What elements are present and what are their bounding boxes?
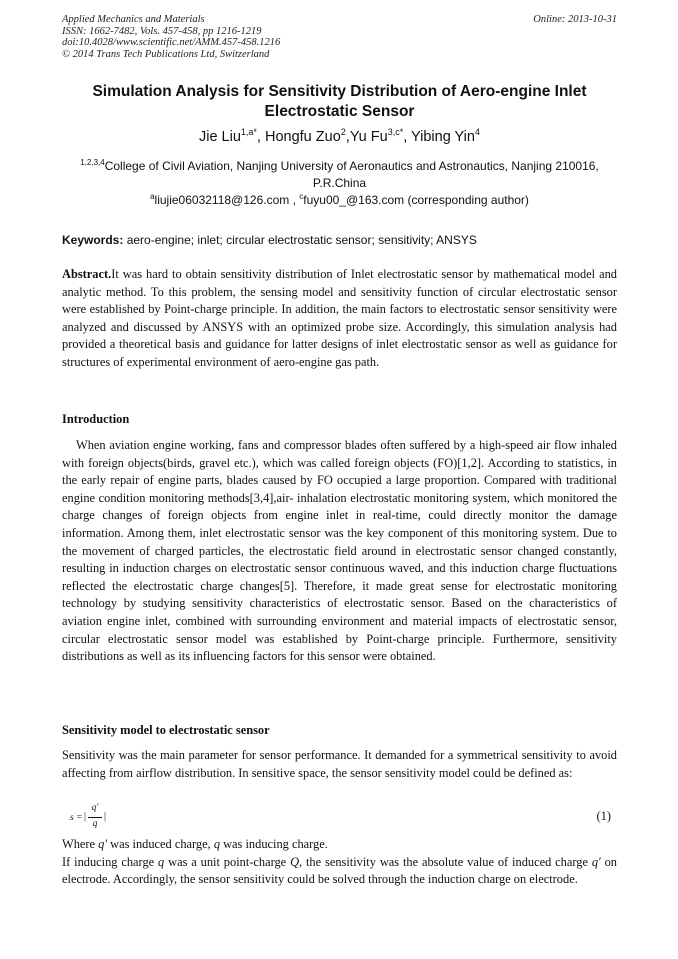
para-text: , the sensitivity was the absolute value of induced charge — [299, 854, 592, 869]
journal-doi[interactable]: doi:10.4028/www.scientific.net/AMM.457-458.1216 — [62, 37, 281, 48]
author-affil-sup: 3,c* — [387, 127, 404, 138]
where-text: Where — [62, 837, 99, 851]
where-line — [62, 836, 617, 854]
var-q: q — [213, 837, 221, 851]
author-list — [62, 128, 617, 146]
email-a[interactable]: liujie06032118@126.com — [154, 193, 290, 207]
keywords-label: Keywords: — [62, 233, 124, 247]
para-text: If inducing charge — [62, 854, 159, 869]
journal-name: Applied Mechanics and Materials — [62, 14, 205, 25]
journal-issn: ISSN: 1662-7482, Vols. 457-458, pp 1216-1219 — [62, 25, 262, 37]
para-text: on electrode. Accordingly, the sensor sensitivity could be solved through the induction charge on electrode. — [62, 854, 618, 887]
affiliation-block — [62, 158, 617, 209]
equation-denominator: q — [92, 819, 98, 829]
sensitivity-body — [62, 747, 617, 782]
equation-1 — [62, 803, 617, 837]
title-line-2: Electrostatic Sensor — [264, 103, 415, 120]
equation-number: (1) — [596, 809, 611, 823]
keywords-text: aero-engine; inlet; circular electrostatic sensor; sensitivity; ANSYS — [123, 233, 477, 247]
introduction-body — [62, 437, 617, 666]
equation-fraction — [88, 803, 102, 831]
author-affil-sup: 1,a* — [240, 127, 257, 138]
affiliation-sup: 1,2,3,4 — [80, 158, 105, 167]
author-affil-sup: 4 — [474, 127, 480, 138]
section-heading-sensitivity: Sensitivity model to electrostatic sensor — [62, 723, 270, 737]
equation-lhs: s = — [70, 813, 83, 823]
author-sep: , — [345, 129, 350, 145]
sensitivity-paragraph: Sensitivity was the main parameter for sensor performance. It demanded for a symmetrical sensitivity to avoid affecting from airflow distribution. In sensitive space, the sensor sensitivity model could be defined as: — [62, 748, 617, 780]
author-name: Yu Fu — [349, 129, 388, 145]
keywords — [62, 232, 617, 248]
email-c-sup: c — [299, 192, 304, 201]
journal-header — [62, 14, 617, 60]
abstract-label: Abstract. — [62, 267, 112, 281]
var-Q: Q — [290, 854, 300, 869]
section-heading-introduction: Introduction — [62, 412, 130, 426]
email-c[interactable]: fuyu00_@163.com (corresponding author) — [303, 193, 529, 207]
abstract — [62, 266, 617, 372]
introduction-paragraph: When aviation engine working, fans and compressor blades often suffered by a high-speed air flow inhaled with foreign objects(birds, gravel etc.), which was called foreign objects (FO)[1,2]. According to statistics, in the early repair of engine parts, blades caused by FO occupied a large proportion. Compared with traditional engine condition monitoring methods[3,4],air- inhalation electrostatic monitoring system, which monitored the charge changes of foreign objects from engine inlet in real-time, could directly monitor the damage information. Among them, inlet electrostatic sensor was the key component of this monitoring system. Due to the movement of charged particles, the electrostatic field around in electrostatic sensor changed constantly, resulting in induction charges on electrostatic sensor continuous waved, and this induction charge fluctuations reflected the electrostatic charge changes[5]. Therefore, it made great sense for electrostatic monitoring technology by studying sensitivity characteristics of electrostatic sensor. Based on the characteristics of aviation engine inlet, combined with surrounding environment and material impacts of electrostatic sensor, circular electrostatic sensor model was established by Point-charge principle. Furthermore, sensitivity distributions as well as its influencing factors for this sensor were obtained. — [62, 438, 617, 664]
email-a-sup: a — [150, 192, 155, 201]
online-date: Online: 2013-10-31 — [533, 14, 617, 25]
affiliation-line-1: College of Civil Aviation, Nanjing University of Aeronautics and Astronautics, Nanjing 210016, — [104, 159, 599, 173]
journal-copyright: © 2014 Trans Tech Publications Ltd, Switzerland — [62, 48, 270, 60]
fraction-bar — [88, 817, 102, 818]
unit-charge-paragraph — [62, 854, 617, 889]
author-name: Hongfu Zuo — [264, 129, 341, 145]
equation-numerator: q′ — [91, 803, 99, 813]
affiliation-line-2: P.R.China — [312, 176, 367, 190]
where-text: was inducing charge. — [220, 837, 328, 851]
author-name: Yibing Yin — [411, 129, 475, 145]
equation-abs-right: | — [104, 811, 107, 822]
title-line-1: Simulation Analysis for Sensitivity Distribution of Aero-engine Inlet — [92, 83, 587, 100]
var-q-prime: q′ — [98, 837, 108, 851]
author-affil-sup: 2 — [340, 127, 346, 138]
abstract-text: It was hard to obtain sensitivity distribution of Inlet electrostatic sensor by mathematical model and analytic method. To this problem, the sensing model and sensitivity function of circular electrostatic sensor were established by Point-charge principle. In addition, the main factors to electrostatic sensor sensitivity were analyzed and discussed by ANSYS with an optimized probe size. Accordingly, this simulation analysis had provided a theoretical basis and guidance for latter designs of inlet electrostatic sensor as well as guidance for structures of experimental environment of aero-engine gas path. — [62, 267, 617, 369]
post-equation-text — [62, 836, 617, 889]
var-q-prime: q′ — [591, 854, 601, 869]
author-sep: , — [256, 129, 265, 145]
equation-abs-left: | — [84, 811, 87, 822]
author-name: Jie Liu — [198, 129, 241, 145]
paper-title — [62, 82, 617, 122]
var-q: q — [158, 854, 165, 869]
email-separator: , — [289, 193, 300, 207]
para-text: was a unit point-charge — [164, 854, 291, 869]
author-sep: , — [403, 129, 412, 145]
where-text: was induced charge, — [107, 837, 214, 851]
